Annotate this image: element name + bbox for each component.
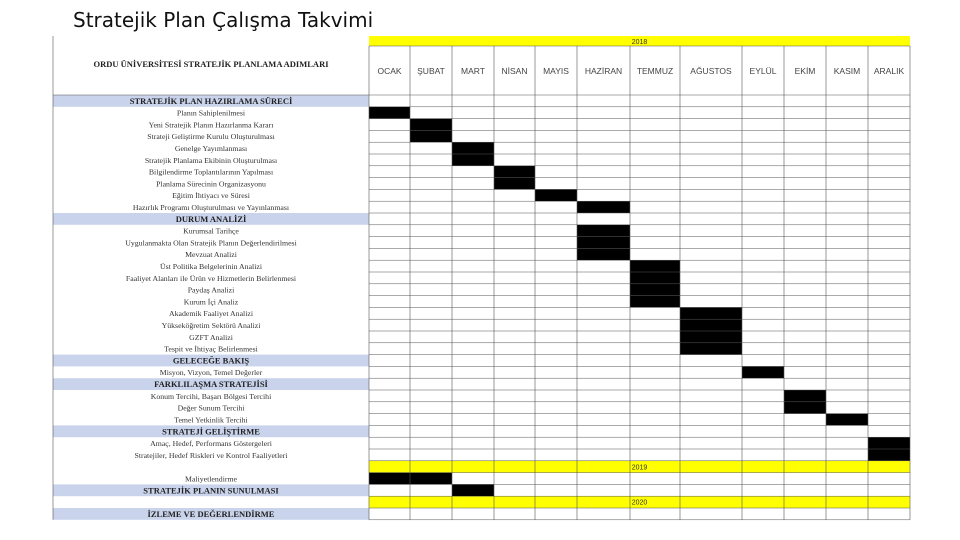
task-label: Planın Sahiplenilmesi [176, 108, 246, 118]
gantt-bar [680, 319, 742, 331]
task-label: Akademik Faaliyet Analizi [168, 309, 254, 319]
task-label: Faaliyet Alanları ile Ürün ve Hizmetlerin Belirlenmesi [125, 273, 297, 283]
month-header: OCAK [377, 66, 402, 76]
task-label: Değer Sunum Tercihi [177, 403, 245, 413]
gantt-bar [452, 154, 494, 166]
section-heading: STRATEJİK PLANIN SUNULMASI [143, 485, 279, 496]
gantt-bar [577, 201, 630, 213]
section-heading: STRATEJİ GELİŞTİRME [162, 426, 260, 437]
task-label: GZFT Analizi [189, 332, 233, 342]
corner-heading: ORDU ÜNİVERSİTESİ STRATEJİK PLANLAMA ADIMLARI [93, 59, 329, 69]
year-band-label: 2020 [631, 499, 648, 507]
gantt-bar [577, 248, 630, 260]
gantt-bar [369, 107, 410, 119]
task-label: Stratejiler, Hedef Riskleri ve Kontrol Faaliyetleri [134, 450, 288, 460]
task-label: Stratejik Planlama Ekibinin Oluşturulması [144, 155, 278, 165]
task-label: Maliyetlendirme [185, 474, 237, 484]
task-label: Amaç, Hedef, Performans Göstergeleri [150, 439, 272, 448]
task-label: Temel Yetkinlik Tercihi [174, 415, 248, 425]
task-label: Üst Politika Belgelerinin Analizi [160, 262, 262, 271]
gantt-bar [680, 307, 742, 319]
task-label: Yükseköğretim Sektörü Analizi [161, 321, 261, 330]
gantt-bar [535, 189, 577, 201]
month-header: MAYIS [543, 66, 569, 76]
section-heading: DURUM ANALİZİ [175, 214, 247, 224]
year-band-label: 2019 [631, 464, 648, 472]
task-label: Kurum İçi Analiz [183, 297, 239, 307]
gantt-bar [630, 272, 680, 284]
gantt-bar [577, 225, 630, 237]
gantt-bar [452, 142, 494, 154]
month-header: AĞUSTOS [690, 66, 732, 76]
gantt-bar [494, 166, 535, 178]
month-header: TEMMUZ [636, 66, 674, 76]
gantt-bar [630, 260, 680, 272]
gantt-bar [630, 284, 680, 296]
task-label: Misyon, Vizyon, Temel Değerler [159, 368, 263, 378]
gantt-bar [742, 366, 784, 378]
task-label: Bilgilendirme Toplantılarının Yapılması [148, 167, 274, 177]
gantt-bar [868, 449, 910, 461]
gantt-bar [784, 402, 826, 414]
section-heading: İZLEME VE DEĞERLENDİRME [147, 509, 275, 519]
month-header: EYLÜL [749, 66, 777, 76]
gantt-bar [868, 437, 910, 449]
gantt-bar [494, 178, 535, 190]
month-header: ŞUBAT [417, 66, 445, 76]
month-header: ARALIK [873, 66, 905, 76]
month-header: HAZİRAN [584, 66, 623, 76]
task-label: Genelge Yayımlanması [174, 144, 248, 153]
task-label: Mevzuat Analizi [185, 250, 237, 260]
gantt-bar [369, 473, 410, 485]
task-label: Eğitim İhtiyacı ve Süresi [172, 191, 250, 201]
gantt-bar [452, 484, 494, 496]
gantt-bar [577, 237, 630, 249]
task-label: Konum Tercihi, Başarı Bölgesi Tercihi [150, 391, 272, 401]
task-label: Planlama Sürecinin Organizasyonu [156, 179, 266, 189]
task-label: Uygulanmakta Olan Stratejik Planın Değerlendirilmesi [125, 238, 297, 248]
gantt-bar [784, 390, 826, 402]
month-header: NİSAN [501, 66, 528, 76]
gantt-bar [826, 414, 868, 426]
year-band-label: 2018 [631, 39, 648, 46]
section-heading: FARKLILAŞMA STRATEJİSİ [154, 379, 268, 390]
task-label: Yeni Stratejik Planın Hazırlanma Kararı [148, 120, 274, 130]
section-heading: GELECEĞE BAKIŞ [172, 355, 250, 366]
task-label: Tespit ve İhtiyaç Belirlenmesi [164, 344, 258, 354]
task-label: Strateji Geliştirme Kurulu Oluşturulması [147, 132, 275, 142]
gantt-bar [410, 119, 452, 131]
task-label: Paydaş Analizi [187, 285, 235, 295]
task-label: Hazırlık Programı Oluşturulması ve Yayınlanması [132, 203, 290, 212]
month-header: EKİM [794, 66, 816, 76]
task-label: Kurumsal Tarihçe [183, 226, 239, 236]
slide-title: Stratejik Plan Çalışma Takvimi [73, 8, 374, 32]
month-header: MART [461, 66, 485, 76]
gantt-bar [630, 296, 680, 308]
gantt-bar [410, 473, 452, 485]
gantt-bar [680, 343, 742, 355]
month-header: KASIM [833, 66, 861, 76]
section-heading: STRATEJİK PLAN HAZIRLAMA SÜRECİ [129, 96, 293, 106]
gantt-bar [410, 130, 452, 142]
gantt-bar [680, 331, 742, 343]
